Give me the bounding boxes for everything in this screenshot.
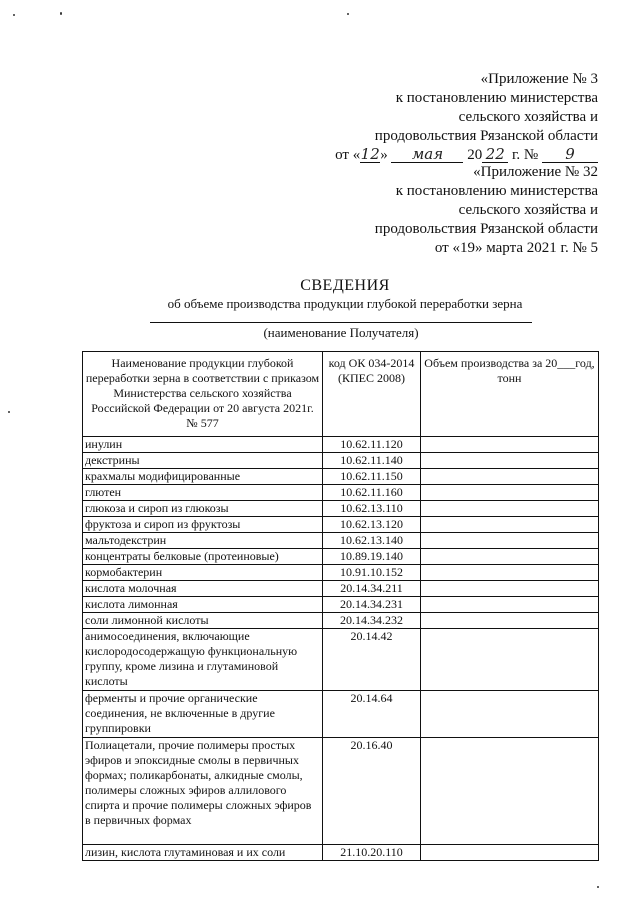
recipient-blank-line [150,322,532,323]
product-code: 20.14.42 [323,629,421,691]
appendix-old-line2: к постановлению министерства [395,183,598,199]
product-code: 10.62.13.120 [323,517,421,533]
document-subtitle: об объеме производства продукции глубокой переработки зерна [167,296,523,311]
appendix-new-line1: «Приложение № 3 [480,71,598,87]
appendix-old-line3: сельского хозяйства и [458,202,598,218]
scan-speck [60,12,62,15]
production-volume[interactable] [421,549,599,565]
production-volume[interactable] [421,597,599,613]
appendix-old-line4: продовольствия Рязанской области [374,221,598,237]
product-name: глюкоза и сироп из глюкозы [83,501,323,517]
table-row [83,691,599,738]
production-volume[interactable] [421,581,599,597]
table-row [83,629,599,691]
product-name: крахмалы модифицированные [83,469,323,485]
appendix-old-line1: «Приложение № 32 [473,164,598,180]
production-volume[interactable] [421,469,599,485]
table-row [83,549,599,565]
header-volume: Объем производства за 20___год, тонн [421,352,599,437]
appendix-new-line4: продовольствия Рязанской области [374,128,598,144]
production-volume[interactable] [421,738,599,845]
table-row [83,485,599,501]
production-table [82,351,599,861]
product-name: концентраты белковые (протеиновые) [83,549,323,565]
product-name: лизин, кислота глутаминовая и их соли [83,845,323,861]
production-volume[interactable] [421,533,599,549]
product-name: глютен [83,485,323,501]
product-name: фруктоза и сироп из фруктозы [83,517,323,533]
production-volume[interactable] [421,629,599,691]
production-volume[interactable] [421,613,599,629]
product-code: 10.62.11.120 [323,437,421,453]
production-volume[interactable] [421,845,599,861]
appendix-new-line2: к постановлению министерства [395,90,598,106]
date-mid: » [380,147,388,163]
production-volume[interactable] [421,565,599,581]
product-code: 10.89.19.140 [323,549,421,565]
appendix-old-line5: от «19» марта 2021 г. № 5 [434,240,598,256]
handwritten-number: 9 [542,147,598,163]
table-row [83,738,599,845]
production-volume[interactable] [421,691,599,738]
product-code: 20.14.34.211 [323,581,421,597]
product-name: соли лимонной кислоты [83,613,323,629]
table-row [83,565,599,581]
table-header-row [83,352,599,437]
product-code: 10.62.13.110 [323,501,421,517]
recipient-label: (наименование Получателя) [263,325,419,340]
product-name: кормобактерин [83,565,323,581]
product-name: ферменты и прочие органические соединения, не включенные в другие группировки [83,691,323,738]
production-volume[interactable] [421,501,599,517]
product-name: кислота молочная [83,581,323,597]
table-row [83,437,599,453]
scan-speck [8,411,10,413]
table-row [83,517,599,533]
product-code: 20.16.40 [323,738,421,845]
scan-speck [597,886,599,888]
scan-speck [13,14,15,16]
product-code: 10.62.13.140 [323,533,421,549]
table-row [83,581,599,597]
table-row [83,501,599,517]
table-row [83,533,599,549]
production-volume[interactable] [421,437,599,453]
product-code: 10.62.11.150 [323,469,421,485]
product-name: декстрины [83,453,323,469]
table-row [83,453,599,469]
appendix-new-line3: сельского хозяйства и [458,109,598,125]
product-name: инулин [83,437,323,453]
product-code: 10.91.10.152 [323,565,421,581]
handwritten-year: 22 [482,147,508,163]
year-prefix: 20 [467,147,483,163]
table-row [83,613,599,629]
table-row [83,469,599,485]
date-prefix: от « [335,147,361,163]
appendix-old-header [375,163,598,258]
appendix-new-header [335,70,598,165]
product-name: анимосоединения, включающие кислородосодержащую функциональную группу, кроме лизина и глутаминовой кислоты [83,629,323,691]
product-code: 20.14.34.232 [323,613,421,629]
header-product-name: Наименование продукции глубокой переработки зерна в соответствии с приказом Министерства сельского хозяйства Российской Федерации от 20 августа 2021г. № 577 [83,352,323,437]
production-volume[interactable] [421,517,599,533]
handwritten-day: 12 [360,145,380,163]
product-code: 20.14.34.231 [323,597,421,613]
product-code: 10.62.11.140 [323,453,421,469]
production-volume[interactable] [421,485,599,501]
product-name: кислота лимонная [83,597,323,613]
scan-speck [347,13,349,15]
table-row [83,597,599,613]
product-code: 10.62.11.160 [323,485,421,501]
product-name: Полиацетали, прочие полимеры простых эфиров и эпоксидные смолы в первичных формах; поликарбонаты, алкидные смолы, полимеры сложных эфиров аллилового спирта и прочие полимеры сложных эфиров в первичных формах [83,738,323,845]
production-volume[interactable] [421,453,599,469]
product-name: мальтодекстрин [83,533,323,549]
product-code: 20.14.64 [323,691,421,738]
table-row [83,845,599,861]
product-code: 21.10.20.110 [323,845,421,861]
header-code: код ОК 034-2014 (КПЕС 2008) [323,352,421,437]
number-prefix: г. № [511,147,539,163]
document-title: СВЕДЕНИЯ [300,277,390,294]
handwritten-month: мая [391,147,463,163]
